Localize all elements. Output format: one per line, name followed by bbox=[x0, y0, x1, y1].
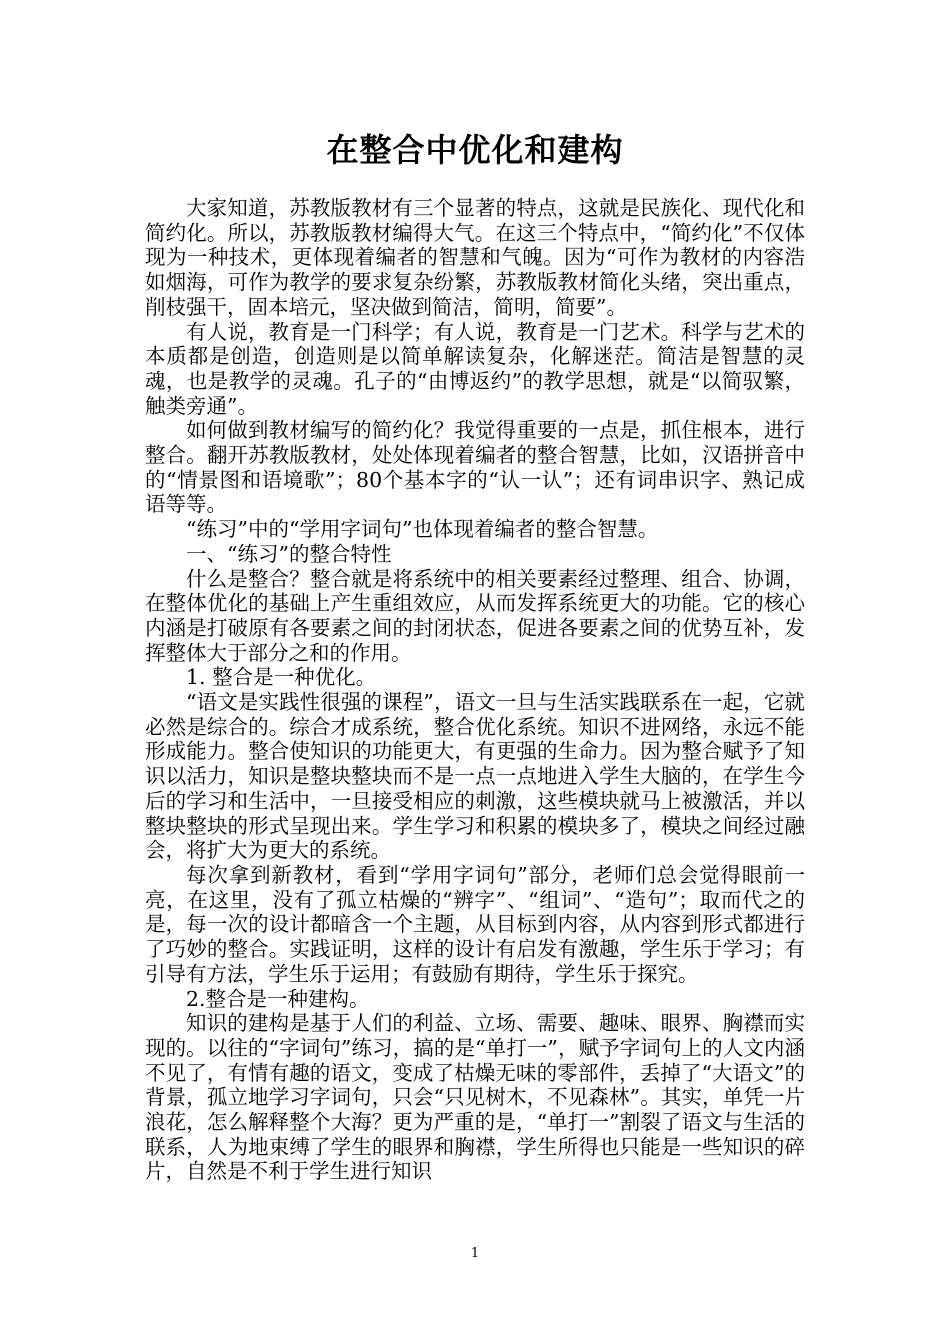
paragraph-integration-question: 如何做到教材编写的简约化？我觉得重要的一点是，抓住根本，进行整合。翻开苏教版教材，处处体现着编者的整合智慧，比如，汉语拼音中的“情景图和语境歌”；80个基本字的“认一认”；还有词串识字、熟记成语等等。 bbox=[145, 418, 805, 517]
paragraph-exercise-wisdom: “练习”中的“学用字词句”也体现着编者的整合智慧。 bbox=[186, 517, 659, 542]
paragraph-construction: 知识的建构是基于人们的利益、立场、需要、趣味、眼界、胸襟而实现的。以往的“字词句”练习，搞的是“单打一”，赋予字词句上的人文内涵不见了，有情有趣的语文，变成了枯燥无味的零部件，丢掉了“大语文”的背景，孤立地学习字词句，只会“只见树木，不见森林”。其实，单凭一片浪花，怎么解释整个大海？更为严重的是，“单打一”割裂了语文与生活的联系，人为地束缚了学生的眼界和胸襟，学生所得也只能是一些知识的碎片，自然是不利于学生进行知识 bbox=[145, 1011, 805, 1184]
paragraph-science-art: 有人说，教育是一门科学；有人说，教育是一门艺术。科学与艺术的本质都是创造，创造则是以简单解读复杂，化解迷茫。简洁是智慧的灵魂，也是教学的灵魂。孔子的“由博返约”的教学思想，就是“以简驭繁，触类旁通”。 bbox=[145, 319, 805, 418]
subheading-optimization: 1. 整合是一种优化。 bbox=[186, 665, 377, 690]
document-title: 在整合中优化和建构 bbox=[326, 131, 624, 169]
paragraph-optimization: “语文是实践性很强的课程”，语文一旦与生活实践联系在一起，它就必然是综合的。综合才成系统，整合优化系统。知识不进网络，永远不能形成能力。整合使知识的功能更大，有更强的生命力。因为整合赋予了知识以活力，知识是整块整块而不是一点一点地进入学生大脑的，在学生今后的学习和生活中，一旦接受相应的刺激，这些模块就马上被激活，并以整块整块的形式呈现出来。学生学习和积累的模块多了，模块之间经过融会，将扩大为更大的系统。 bbox=[145, 690, 805, 863]
paragraph-new-textbook: 每次拿到新教材，看到“学用字词句”部分，老师们总会觉得眼前一亮，在这里，没有了孤立枯燥的“辨字”、“组词”、“造句”；取而代之的是，每一次的设计都暗含一个主题，从目标到内容，从内容到形式都进行了巧妙的整合。实践证明，这样的设计有启发有激趣，学生乐于学习；有引导有方法，学生乐于运用；有鼓励有期待，学生乐于探究。 bbox=[145, 862, 805, 986]
document-body bbox=[145, 196, 805, 1184]
paragraph-intro: 大家知道，苏教版教材有三个显著的特点，这就是民族化、现代化和简约化。所以，苏教版教材编得大气。在这三个特点中，“简约化”不仅体现为一种技术，更体现着编者的智慧和气魄。因为“可作为教材的内容浩如烟海，可作为教学的要求复杂纷繁，苏教版教材简化头绪，突出重点，削枝强干，固本培元，坚决做到简洁，简明，简要”。 bbox=[145, 196, 805, 319]
subheading-construction: 2.整合是一种建构。 bbox=[186, 986, 370, 1011]
section-heading-1: 一、“练习”的整合特性 bbox=[186, 541, 392, 566]
page-number: 1 bbox=[470, 1246, 480, 1261]
paragraph-what-is-integration: 什么是整合？整合就是将系统中的相关要素经过整理、组合、协调，在整体优化的基础上产生重组效应，从而发挥系统更大的功能。它的核心内涵是打破原有各要素之间的封闭状态，促进各要素之间的优势互补，发挥整体大于部分之和的作用。 bbox=[145, 566, 805, 665]
